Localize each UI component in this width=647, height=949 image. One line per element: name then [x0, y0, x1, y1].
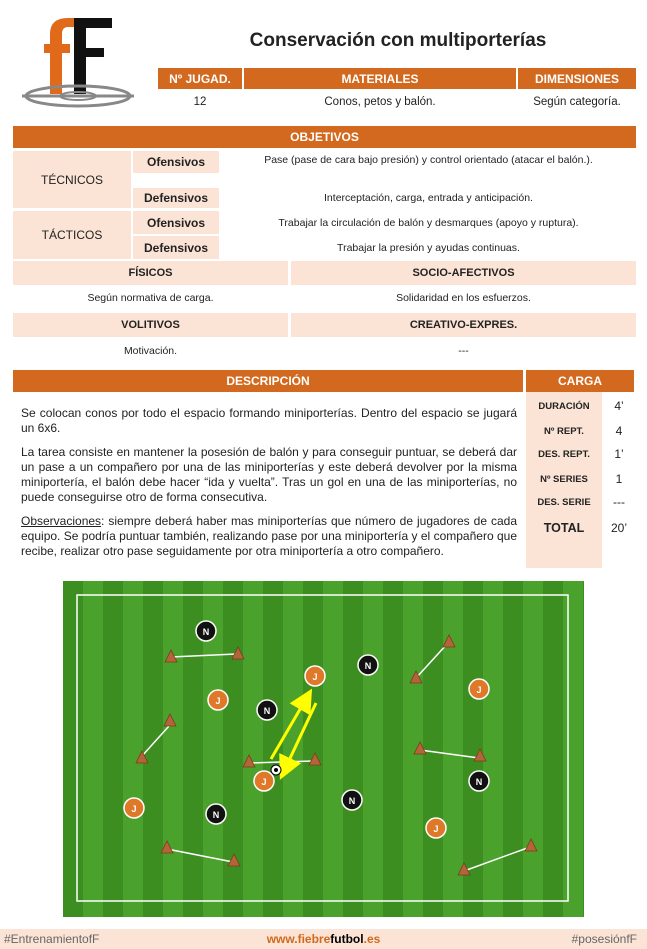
footer-website-link[interactable]: [0, 932, 647, 946]
descripcion-p2: La tarea consiste en mantener la posesión de balón y para conseguir puntuar, se deberá dar un pase a un compañero por una de las miniporterías y este deberá devolver por la misma miniportería, el balón debe hacer “ida y vuelta”. Tras un gol en una de las miniporterías, no puede conseguirse otro de forma consecutiva.: [21, 445, 517, 504]
player-j: [254, 771, 274, 791]
tecnicos-defensivos-value: Interceptación, carga, entrada y anticipación.: [324, 192, 533, 204]
footer: [0, 929, 647, 949]
info-header-materiales: MATERIALES: [244, 68, 516, 89]
carga-total-value: 20’: [610, 521, 627, 535]
carga-row-total: [525, 517, 635, 539]
svg-text:J: J: [476, 685, 482, 695]
player-n: [469, 771, 489, 791]
tacticos-ofensivos-value: Trabajar la circulación de balón y desmarques (apoyo y ruptura).: [278, 216, 579, 229]
svg-text:J: J: [261, 777, 267, 787]
svg-text:N: N: [348, 796, 356, 806]
fisicos-label: FÍSICOS: [13, 261, 288, 285]
creativo-value: ---: [458, 345, 469, 357]
svg-text:N: N: [212, 810, 220, 820]
carga-label: Nº SERIES: [540, 473, 588, 485]
descripcion-body: [21, 406, 517, 568]
player-n: [206, 804, 226, 824]
tacticos-ofensivos-label: Ofensivos: [133, 211, 219, 234]
carga-value: 1’: [614, 447, 624, 461]
tecnicos-label: TÉCNICOS: [13, 151, 131, 208]
info-value-jugadores: 12: [193, 96, 207, 108]
info-header-jugadores: Nº JUGAD.: [158, 68, 242, 89]
info-value-dimensiones: Según categoría.: [533, 96, 621, 108]
player-j: [426, 818, 446, 838]
logo: [18, 10, 138, 110]
info-value-materiales: Conos, petos y balón.: [324, 96, 436, 108]
svg-text:N: N: [364, 661, 372, 671]
carga-row-repeticiones: [525, 421, 635, 441]
carga-value: 4’: [614, 399, 624, 413]
ball: [271, 765, 281, 775]
footer-hashtag-right: #posesiónfF: [571, 932, 637, 946]
carga-header: CARGA: [526, 370, 634, 392]
footer-website-suffix: .es: [363, 932, 381, 946]
carga-label: Nº REPT.: [544, 425, 584, 437]
svg-text:N: N: [202, 627, 210, 637]
observaciones-text: : siempre deberá haber mas miniporterías que número de jugadores de cada equipo. Se podría puntuar también, realizando pase por una miniportería y el compañero que recibe, realizar otro pase seguidamente por otra miniportería a otro compañero.: [21, 514, 517, 558]
carga-value: 1: [615, 472, 623, 486]
footer-hashtag-left: #EntrenamientofF: [4, 932, 100, 946]
tecnicos-ofensivos-value: Pase (pase de cara bajo presión) y control orientado (atacar el balón.).: [264, 154, 593, 166]
carga-row-descanso-serie: [525, 492, 635, 512]
info-header-dimensiones: DIMENSIONES: [518, 68, 636, 89]
player-j: [305, 666, 325, 686]
carga-row-series: [525, 469, 635, 489]
svg-text:J: J: [215, 696, 221, 706]
field-svg: [63, 581, 584, 917]
svg-text:N: N: [475, 777, 483, 787]
grass: [63, 581, 584, 917]
logo-graphic: [18, 10, 138, 110]
descripcion-header: DESCRIPCIÓN: [13, 370, 523, 392]
carga-value: 4: [615, 424, 623, 438]
descripcion-observaciones: [21, 514, 517, 559]
player-n: [196, 621, 216, 641]
carga-value: ---: [613, 495, 625, 509]
player-j: [124, 798, 144, 818]
svg-text:J: J: [131, 804, 137, 814]
fisicos-value: Según normativa de carga.: [87, 292, 214, 304]
socio-value: Solidaridad en los esfuerzos.: [396, 292, 531, 304]
player-n: [358, 655, 378, 675]
carga-label: DES. REPT.: [538, 448, 590, 460]
descripcion-p1: Se colocan conos por todo el espacio formando miniporterías. Dentro del espacio se jugará un 6x6.: [21, 406, 517, 435]
carga-row-descanso-repeticion: [525, 444, 635, 464]
creativo-label: CREATIVO-EXPRES.: [291, 313, 636, 337]
svg-text:N: N: [263, 706, 271, 716]
objetivos-header: OBJETIVOS: [13, 126, 636, 148]
tecnicos-defensivos-label: Defensivos: [133, 188, 219, 208]
observaciones-label: Observaciones: [21, 514, 102, 528]
volitivos-label: VOLITIVOS: [13, 313, 288, 337]
tacticos-label: TÁCTICOS: [13, 211, 131, 259]
volitivos-value: Motivación.: [123, 345, 178, 357]
svg-text:J: J: [433, 824, 439, 834]
player-n: [342, 790, 362, 810]
player-j: [208, 690, 228, 710]
page-title: Conservación con multiporterías: [249, 30, 547, 51]
footer-website-bold: futbol: [330, 932, 364, 946]
carga-row-duracion: [525, 396, 635, 416]
footer-website-prefix: www.fiebre: [266, 932, 331, 946]
svg-text:J: J: [312, 672, 318, 682]
carga-label: DURACIÓN: [538, 400, 590, 412]
tecnicos-ofensivos-label: Ofensivos: [133, 151, 219, 173]
tacticos-defensivos-label: Defensivos: [133, 236, 219, 259]
socio-label: SOCIO-AFECTIVOS: [291, 261, 636, 285]
field-diagram: [63, 581, 584, 917]
carga-total-label: TOTAL: [543, 521, 585, 535]
tacticos-defensivos-value: Trabajar la presión y ayudas continuas.: [337, 241, 520, 254]
player-n: [257, 700, 277, 720]
player-j: [469, 679, 489, 699]
carga-label: DES. SERIE: [537, 496, 591, 508]
